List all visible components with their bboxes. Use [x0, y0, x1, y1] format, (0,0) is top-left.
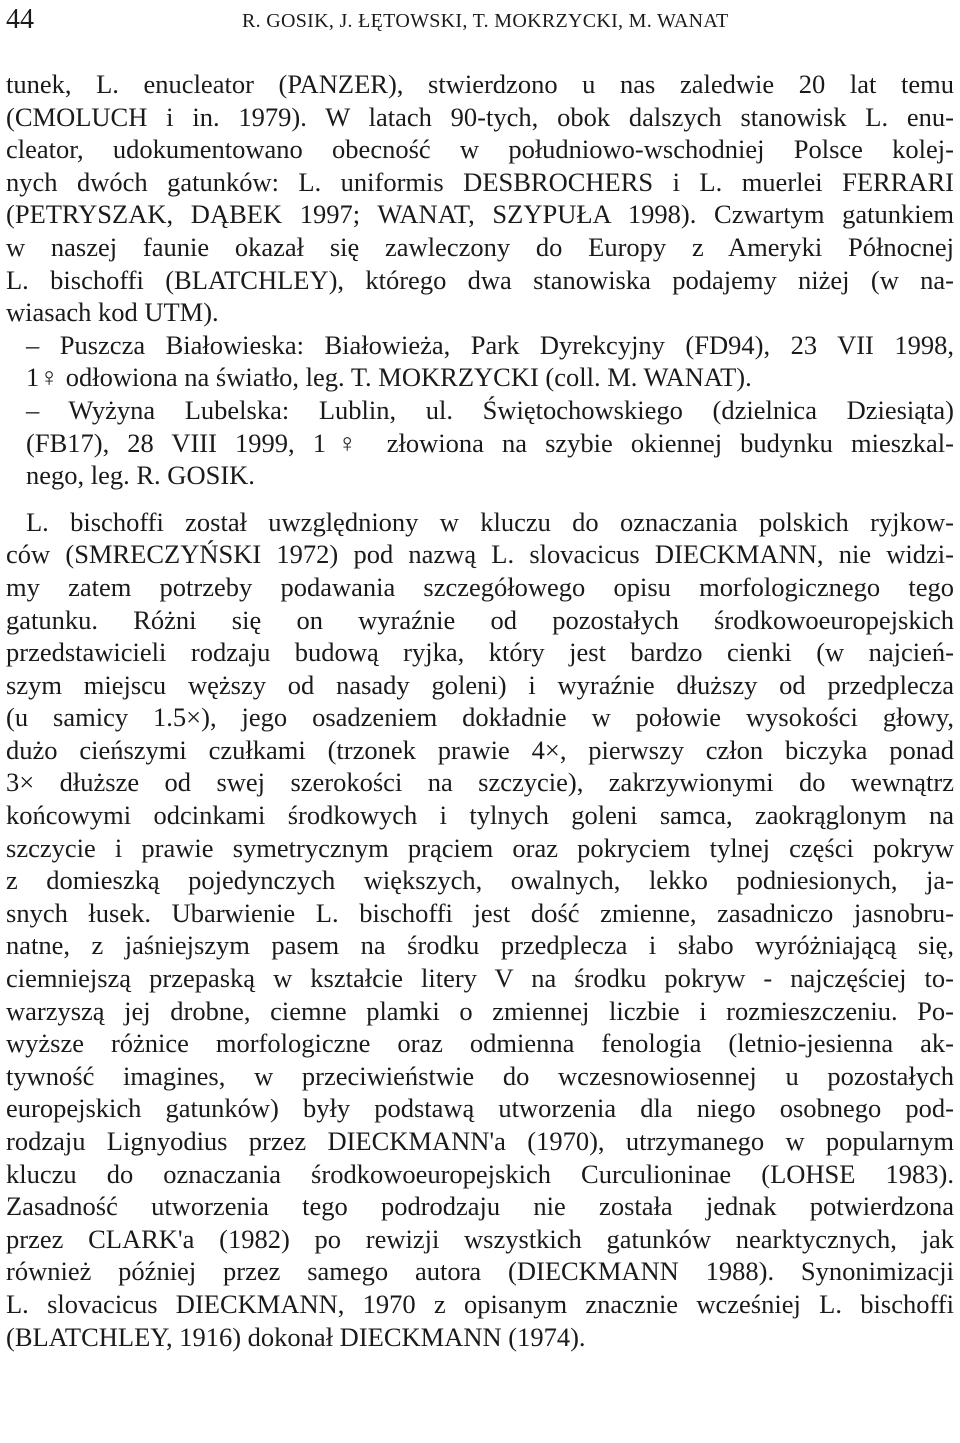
text-line: (PETRYSZAK, DĄBEK 1997; WANAT, SZYPUŁA 1998). Czwartym gatunkiem — [6, 199, 954, 230]
record-line: nego, leg. R. GOSIK. — [26, 460, 255, 491]
page-header — [6, 0, 946, 40]
text-line: nych dwóch gatunków: L. uniformis DESBROCHERS i L. muerlei FERRARI — [6, 166, 954, 197]
text-line: tunek, L. enucleator (PANZER), stwierdzono u nas zaledwie 20 lat temu — [6, 69, 954, 99]
text-line: L. bischoffi (BLATCHLEY), którego dwa stanowiska podajemy niżej (w na- — [6, 264, 954, 295]
text-line: L. bischoffi został uwzględniony w kluczu do oznaczania polskich ryjkow- — [26, 506, 954, 537]
text-line: wyższe różnice morfologiczne oraz odmienna fenologia (letnio-jesienna ak- — [6, 1028, 954, 1059]
text-line: szym miejscu węższy od nasady goleni) i wyraźnie dłuższy od przedplecza — [6, 669, 954, 700]
text-line: z domieszką pojedynczych większych, owalnych, lekko podniesionych, ja- — [6, 865, 954, 896]
text-line: ców (SMRECZYŃSKI 1972) pod nazwą L. slovacicus DIECKMANN, nie widzi- — [6, 539, 954, 570]
page-number: 44 — [6, 4, 34, 35]
text-line: szczycie i prawie symetrycznym prąciem oraz pokryciem tylnej części pokryw — [6, 832, 954, 863]
record-line: – Puszcza Białowieska: Białowieża, Park Dyrekcyjny (FD94), 23 VII 1998, — [26, 329, 954, 360]
text-line: w naszej faunie okazał się zawleczony do Europy z Ameryki Północnej — [6, 231, 954, 262]
body-text — [6, 68, 954, 1353]
text-line: ciemniejszą przepaską w kształcie litery V na środku pokryw - najczęściej to- — [6, 963, 954, 994]
text-line: kluczu do oznaczania środkowoeuropejskich Curculioninae (LOHSE 1983). — [6, 1158, 954, 1189]
text-line: europejskich gatunków) były podstawą utworzenia dla niego osobnego pod- — [6, 1093, 954, 1124]
text-line: my zatem potrzeby podawania szczegółowego opisu morfologicznego tego — [6, 571, 954, 602]
text-line: (CMOLUCH i in. 1979). W latach 90-tych, obok dalszych stanowisk L. enu- — [6, 101, 954, 132]
text-line: (u samicy 1.5×), jego osadzeniem dokładnie w połowie wysokości głowy, — [6, 702, 954, 733]
text-line: przez CLARK'a (1982) po rewizji wszystkich gatunków nearktycznych, jak — [6, 1223, 954, 1254]
text-line: dużo cieńszymi czułkami (trzonek prawie 4×, pierwszy człon biczyka ponad — [6, 734, 954, 765]
text-line: również później przez samego autora (DIECKMANN 1988). Synonimizacji — [6, 1256, 954, 1287]
text-line: wiasach kod UTM). — [6, 297, 219, 328]
text-line: (BLATCHLEY, 1916) dokonał DIECKMANN (1974). — [6, 1321, 586, 1352]
text-line: tywność imagines, w przeciwieństwie do wczesnowiosennej u pozostałych — [6, 1060, 954, 1091]
record-line: – Wyżyna Lubelska: Lublin, ul. Świętochowskiego (dzielnica Dziesiąta) — [26, 394, 954, 425]
text-line: warzyszą jej drobne, ciemne plamki o zmiennej liczbie i rozmieszczeniu. Po- — [6, 995, 954, 1026]
paragraph-gap — [6, 492, 954, 506]
text-line: snych łusek. Ubarwienie L. bischoffi jest dość zmienne, zasadniczo jasnobru- — [6, 897, 954, 928]
text-line: L. slovacicus DIECKMANN, 1970 z opisanym znacznie wcześniej L. bischoffi — [6, 1288, 954, 1319]
text-line: końcowymi odcinkami środkowych i tylnych goleni samca, zaokrąglonym na — [6, 800, 954, 831]
text-line: gatunku. Różni się on wyraźnie od pozostałych środkowoeuropejskich — [6, 604, 954, 635]
text-line: cleator, udokumentowano obecność w południowo-wschodniej Polsce kolej- — [6, 134, 954, 165]
record-line: (FB17), 28 VIII 1999, 1♀ złowiona na szybie okiennej budynku mieszkal- — [26, 427, 954, 458]
text-line: Zasadność utworzenia tego podrodzaju nie została jednak potwierdzona — [6, 1191, 954, 1222]
text-line: 3× dłuższe od swej szerokości na szczycie), zakrzywionymi do wewnątrz — [6, 767, 954, 798]
text-line: rodzaju Lignyodius przez DIECKMANN'a (1970), utrzymanego w popularnym — [6, 1126, 954, 1156]
record-line: 1♀ odłowiona na światło, leg. T. MOKRZYCKI (coll. M. WANAT). — [26, 362, 752, 393]
running-head-authors: R. GOSIK, J. ŁĘTOWSKI, T. MOKRZYCKI, M. WANAT — [242, 10, 729, 32]
text-line: przedstawicieli rodzaju budową ryjka, który jest bardzo cienki (w najcień- — [6, 637, 954, 668]
text-line: natne, z jaśniejszym pasem na środku przedplecza i słabo wyróżniającą się, — [6, 930, 954, 961]
